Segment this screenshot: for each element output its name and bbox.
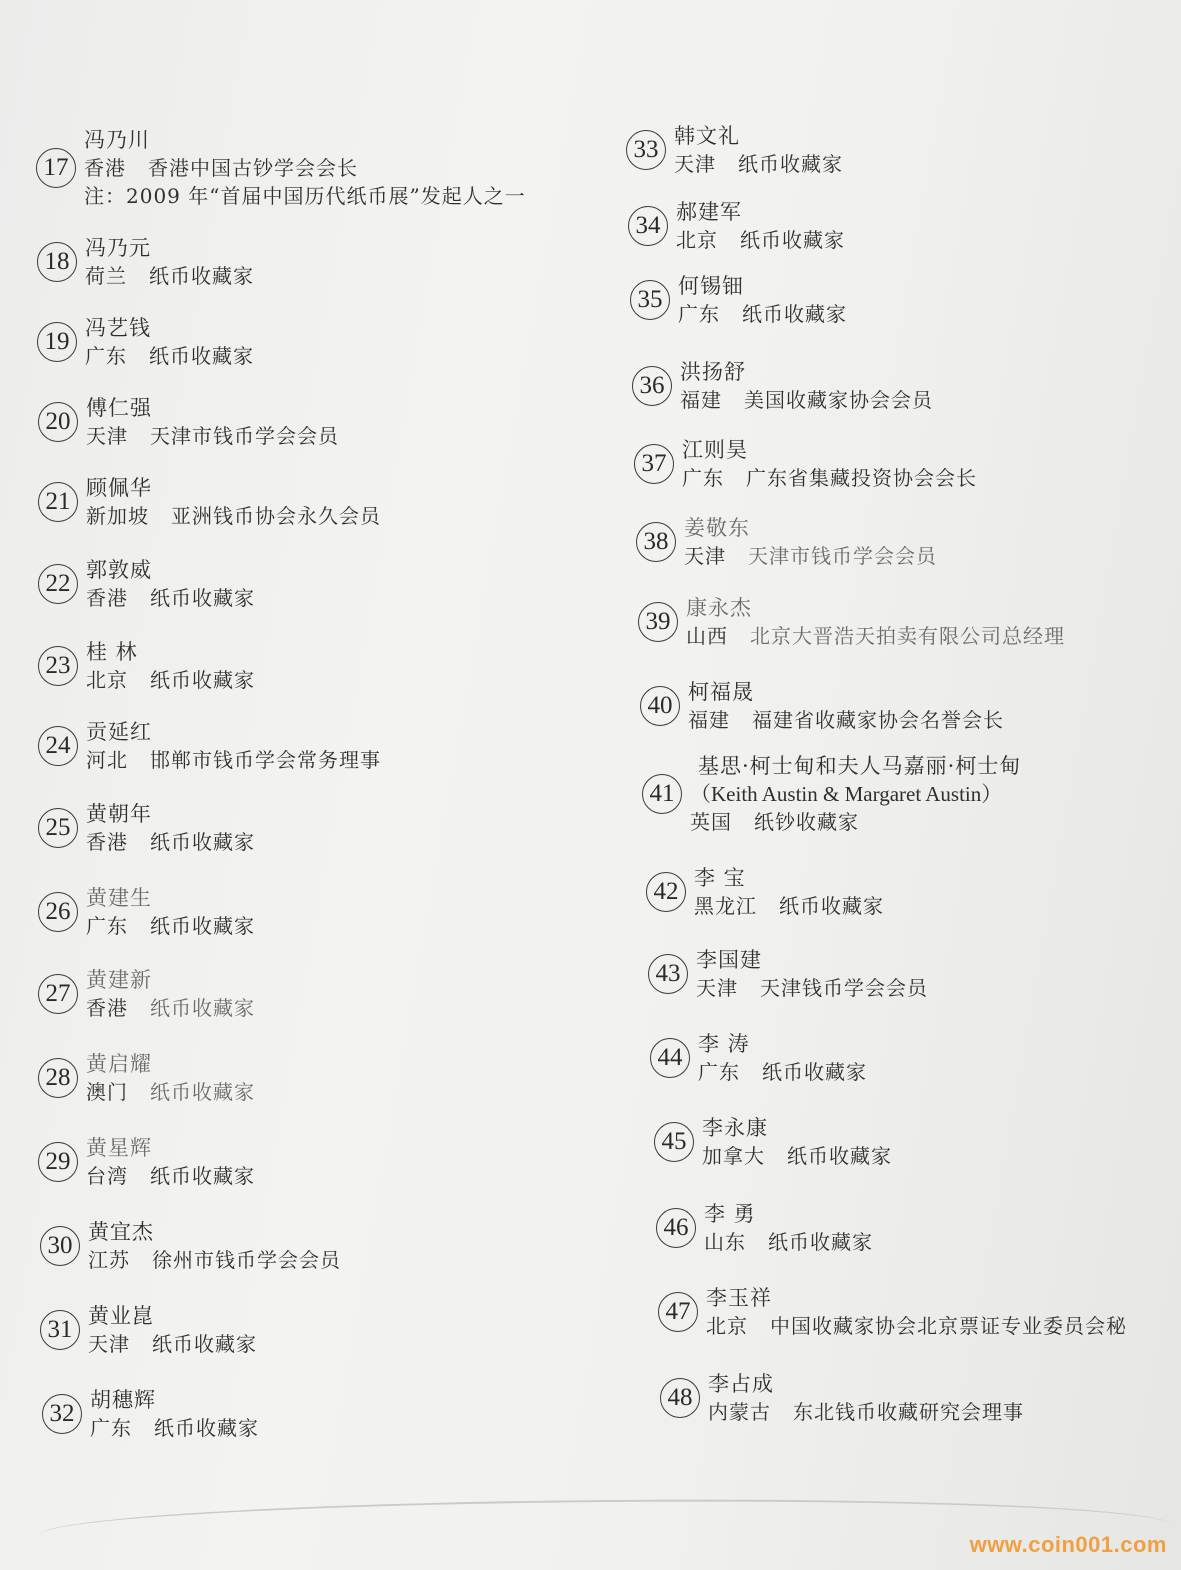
entry-name: 冯乃元 <box>85 236 151 260</box>
entry-name: 顾佩华 <box>86 476 152 500</box>
entry-description: 纸币收藏家 <box>150 830 255 854</box>
entry-description: 纸币收藏家 <box>742 302 847 326</box>
entry-number: 25 <box>38 808 78 848</box>
entry-name: 黄建生 <box>86 886 152 910</box>
entry-number: 46 <box>656 1208 696 1248</box>
entry-name: 黄星辉 <box>86 1136 152 1160</box>
entry-32 <box>42 1386 259 1442</box>
entry-region: 黑龙江 <box>694 894 757 918</box>
entry-region: 英国 <box>690 810 732 834</box>
entry-region: 澳门 <box>86 1080 128 1104</box>
entry-description: 纸币收藏家 <box>768 1230 873 1254</box>
entry-region: 广东 <box>86 914 128 938</box>
entry-26 <box>38 884 255 940</box>
entry-20 <box>38 394 339 450</box>
entry-region: 北京 <box>706 1314 748 1338</box>
entry-region: 天津 <box>684 544 726 568</box>
entry-description: 纸币收藏家 <box>787 1144 892 1168</box>
entry-35 <box>630 272 847 328</box>
entry-number: 40 <box>640 686 680 726</box>
entry-name: 李国建 <box>696 948 762 972</box>
entry-number: 19 <box>37 322 77 362</box>
entry-region: 广东 <box>90 1416 132 1440</box>
entry-number: 29 <box>38 1142 78 1182</box>
entry-number: 44 <box>650 1038 690 1078</box>
entry-number: 39 <box>638 602 678 642</box>
entry-number: 48 <box>660 1378 700 1418</box>
entry-description: 北京大晋浩天拍卖有限公司总经理 <box>750 624 1065 648</box>
entry-region: 福建 <box>688 708 730 732</box>
entry-region: 天津 <box>88 1332 130 1356</box>
entry-number: 33 <box>626 130 666 170</box>
entry-33 <box>626 122 843 178</box>
entry-number: 28 <box>38 1058 78 1098</box>
entry-47 <box>658 1284 1127 1340</box>
entry-region: 广东 <box>698 1060 740 1084</box>
entry-number: 43 <box>648 954 688 994</box>
entry-description: 纸币收藏家 <box>150 1164 255 1188</box>
entry-34 <box>628 198 845 254</box>
entry-region: 荷兰 <box>85 264 127 288</box>
entry-17 <box>36 126 526 210</box>
entry-name: 基思·柯士甸和夫人马嘉丽·柯士甸 <box>698 754 1022 778</box>
entry-description: 美国收藏家协会会员 <box>744 388 933 412</box>
entry-region: 山西 <box>686 624 728 648</box>
entry-region: 天津 <box>674 152 716 176</box>
entry-region: 广东 <box>682 466 724 490</box>
entry-45 <box>654 1114 892 1170</box>
entry-number: 42 <box>646 872 686 912</box>
entry-19 <box>37 314 254 370</box>
entry-region: 台湾 <box>86 1164 128 1188</box>
entry-number: 30 <box>40 1226 80 1266</box>
entry-description: 亚洲钱币协会永久会员 <box>171 504 381 528</box>
entry-description: 香港中国古钞学会会长 <box>148 156 358 180</box>
entry-28 <box>38 1050 255 1106</box>
entry-name: 冯艺钱 <box>85 316 151 340</box>
entry-description: 纸币收藏家 <box>738 152 843 176</box>
entry-description: 东北钱币收藏研究会理事 <box>793 1400 1024 1424</box>
entry-region: 香港 <box>86 830 128 854</box>
entry-description: 徐州市钱币学会会员 <box>152 1248 341 1272</box>
entry-name: 李 涛 <box>698 1032 750 1056</box>
entry-region: 广东 <box>85 344 127 368</box>
entry-name: 冯乃川 <box>84 128 150 152</box>
entry-region: 新加坡 <box>86 504 149 528</box>
entry-region: 内蒙古 <box>708 1400 771 1424</box>
entry-description: 纸币收藏家 <box>150 586 255 610</box>
entry-number: 45 <box>654 1122 694 1162</box>
entry-number: 20 <box>38 402 78 442</box>
entry-number: 18 <box>37 242 77 282</box>
entry-description: 纸币收藏家 <box>154 1416 259 1440</box>
entry-number: 21 <box>38 482 78 522</box>
entry-number: 34 <box>628 206 668 246</box>
entry-name: 李玉祥 <box>706 1286 772 1310</box>
entry-48 <box>660 1370 1024 1426</box>
entry-name: 李占成 <box>708 1372 774 1396</box>
entry-region: 天津 <box>86 424 128 448</box>
entry-region: 香港 <box>86 996 128 1020</box>
entry-description: 纸币收藏家 <box>150 668 255 692</box>
entry-36 <box>632 358 933 414</box>
entry-description: 纸币收藏家 <box>779 894 884 918</box>
entry-description: 纸币收藏家 <box>740 228 845 252</box>
entry-name: 韩文礼 <box>674 124 740 148</box>
entry-name: 李永康 <box>702 1116 768 1140</box>
entry-description: 纸币收藏家 <box>150 1080 255 1104</box>
entry-number: 35 <box>630 280 670 320</box>
entry-region: 广东 <box>678 302 720 326</box>
entry-number: 22 <box>38 564 78 604</box>
entry-name: 傅仁强 <box>86 396 152 420</box>
entry-description: 天津市钱币学会会员 <box>748 544 937 568</box>
entry-name: 黄建新 <box>86 968 152 992</box>
entry-region: 河北 <box>86 748 128 772</box>
entry-43 <box>648 946 928 1002</box>
entry-region: 北京 <box>676 228 718 252</box>
entry-region: 山东 <box>704 1230 746 1254</box>
entry-description: 中国收藏家协会北京票证专业委员会秘 <box>770 1314 1127 1338</box>
entry-number: 23 <box>38 646 78 686</box>
entry-name: 黄业崑 <box>88 1304 154 1328</box>
entry-37 <box>634 436 977 492</box>
entry-31 <box>40 1302 257 1358</box>
entry-description: 纸钞收藏家 <box>754 810 859 834</box>
entry-name: 李 宝 <box>694 866 746 890</box>
entry-30 <box>40 1218 341 1274</box>
entry-name: 郝建军 <box>676 200 742 224</box>
entry-english-name: （Keith Austin & Margaret Austin） <box>690 782 1003 806</box>
entry-description: 邯郸市钱币学会常务理事 <box>150 748 381 772</box>
entry-description: 纸币收藏家 <box>762 1060 867 1084</box>
entry-name: 黄启耀 <box>86 1052 152 1076</box>
entry-number: 38 <box>636 522 676 562</box>
entry-21 <box>38 474 381 530</box>
entry-number: 27 <box>38 974 78 1014</box>
entry-region: 江苏 <box>88 1248 130 1272</box>
entry-44 <box>650 1030 867 1086</box>
entry-name: 何锡钿 <box>678 274 744 298</box>
entry-region: 加拿大 <box>702 1144 765 1168</box>
entry-name: 桂 林 <box>86 640 138 664</box>
entry-24 <box>38 718 381 774</box>
entry-description: 天津钱币学会会员 <box>760 976 928 1000</box>
entry-name: 胡穗辉 <box>90 1388 156 1412</box>
entry-41 <box>642 752 1021 836</box>
entry-name: 黄朝年 <box>86 802 152 826</box>
entry-name: 贡延红 <box>86 720 152 744</box>
entry-region: 北京 <box>86 668 128 692</box>
entry-number: 31 <box>40 1310 80 1350</box>
entry-40 <box>640 678 1004 734</box>
entry-description: 纸币收藏家 <box>150 914 255 938</box>
site-watermark: www.coin001.com <box>969 1532 1167 1557</box>
entry-38 <box>636 514 937 570</box>
entry-region: 香港 <box>86 586 128 610</box>
entry-number: 17 <box>36 148 76 188</box>
entry-number: 26 <box>38 892 78 932</box>
entry-name: 李 勇 <box>704 1202 756 1226</box>
entry-description: 纸币收藏家 <box>149 344 254 368</box>
entry-note: 注：2009 年“首届中国历代纸币展”发起人之一 <box>84 184 526 208</box>
entry-name: 康永杰 <box>686 596 752 620</box>
entry-number: 41 <box>642 774 682 814</box>
entry-name: 郭敦威 <box>86 558 152 582</box>
entry-46 <box>656 1200 873 1256</box>
entry-number: 37 <box>634 444 674 484</box>
entry-25 <box>38 800 255 856</box>
entry-description: 纸币收藏家 <box>150 996 255 1020</box>
entry-description: 广东省集藏投资协会会长 <box>746 466 977 490</box>
entry-name: 江则昊 <box>682 438 748 462</box>
entry-name: 姜敬东 <box>684 516 750 540</box>
entry-name: 洪扬舒 <box>680 360 746 384</box>
entry-number: 36 <box>632 366 672 406</box>
entry-region: 香港 <box>84 156 126 180</box>
entry-description: 纸币收藏家 <box>152 1332 257 1356</box>
entry-number: 32 <box>42 1394 82 1434</box>
entry-22 <box>38 556 255 612</box>
entry-number: 47 <box>658 1292 698 1332</box>
entry-description: 天津市钱币学会会员 <box>150 424 339 448</box>
entry-name: 黄宜杰 <box>88 1220 154 1244</box>
entry-region: 福建 <box>680 388 722 412</box>
entry-29 <box>38 1134 255 1190</box>
entry-number: 24 <box>38 726 78 766</box>
entry-27 <box>38 966 255 1022</box>
entry-name: 柯福晟 <box>688 680 754 704</box>
entry-42 <box>646 864 884 920</box>
entry-description: 纸币收藏家 <box>149 264 254 288</box>
entry-region: 天津 <box>696 976 738 1000</box>
entry-39 <box>638 594 1065 650</box>
entry-23 <box>38 638 255 694</box>
entry-description: 福建省收藏家协会名誉会长 <box>752 708 1004 732</box>
entry-18 <box>37 234 254 290</box>
